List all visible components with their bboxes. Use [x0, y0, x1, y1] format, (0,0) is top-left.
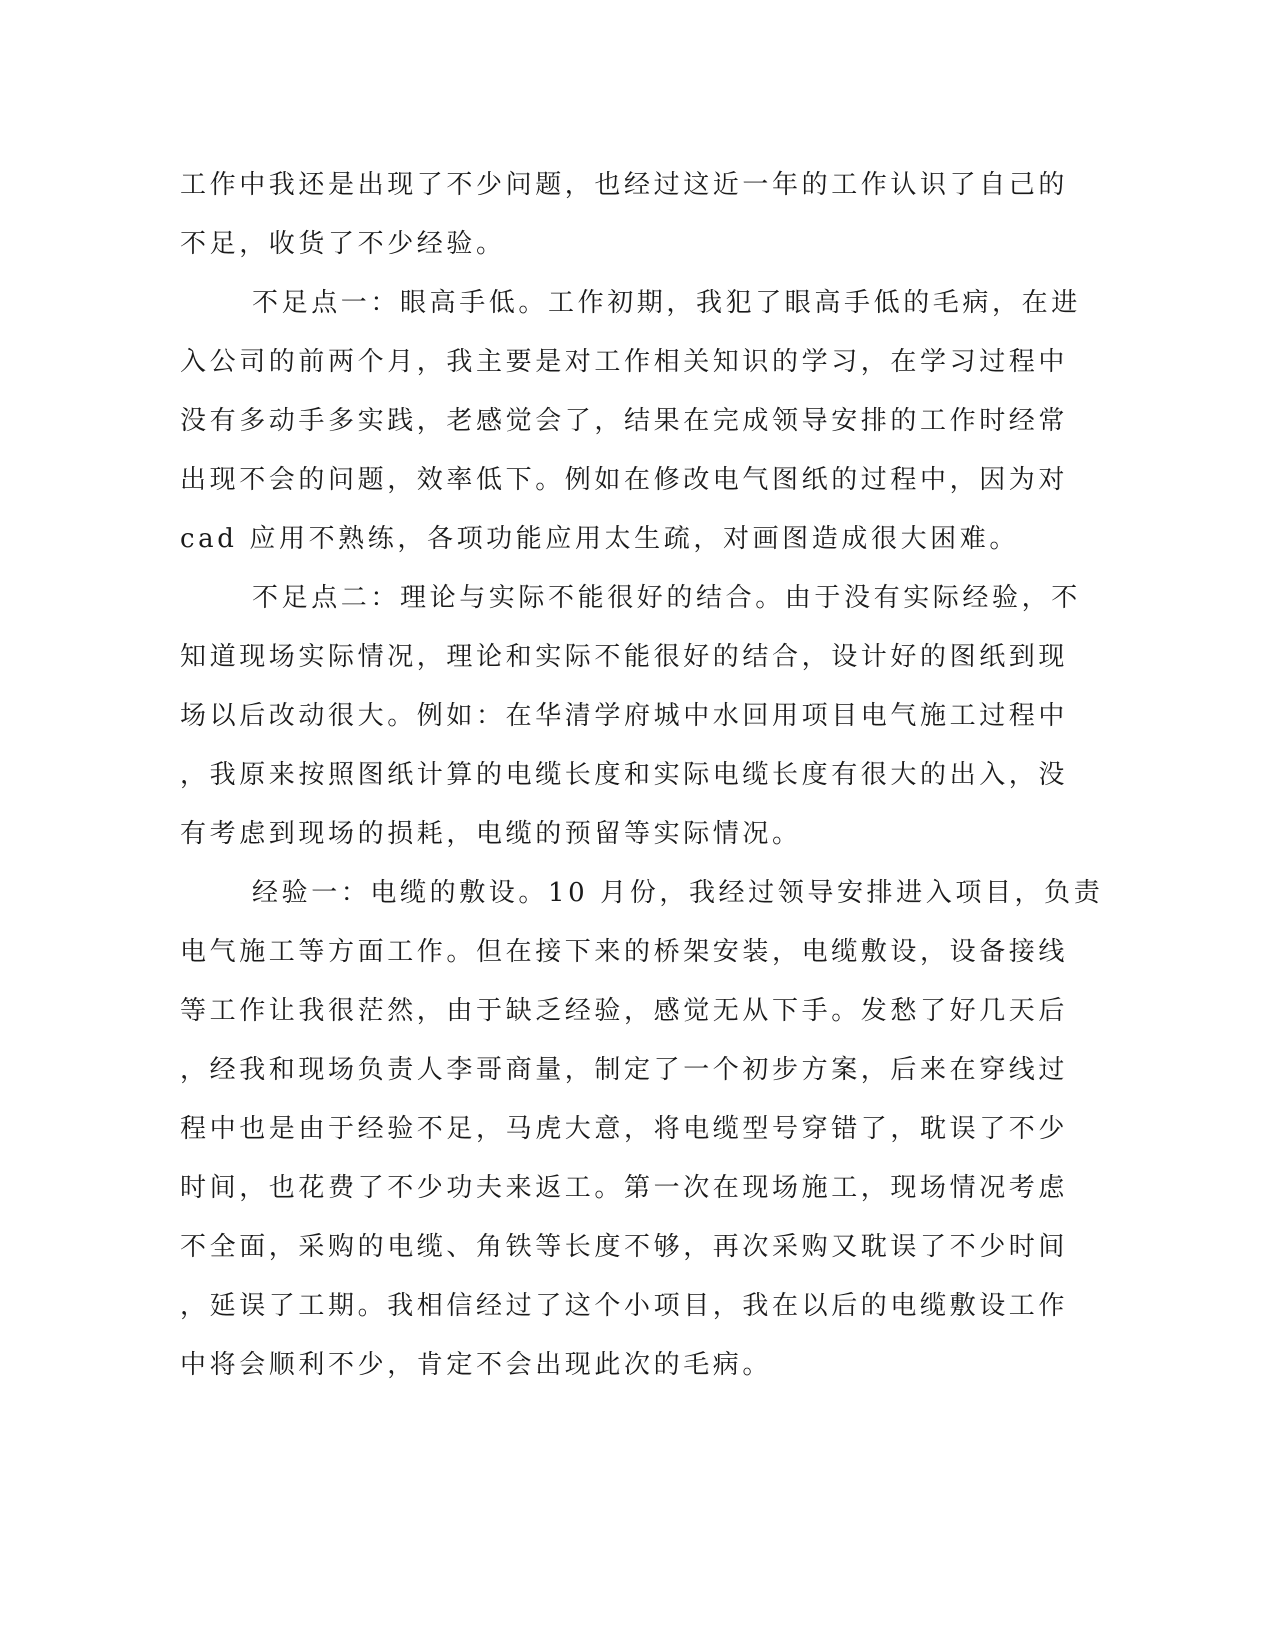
text-line: 没有多动手多实践，老感觉会了，结果在完成领导安排的工作时经常	[180, 406, 1069, 436]
text-line: 电气施工等方面工作。但在接下来的桥架安装，电缆敷设，设备接线	[180, 937, 1069, 967]
text-line: 等工作让我很茫然，由于缺乏经验，感觉无从下手。发愁了好几天后	[180, 996, 1069, 1026]
text-line: 程中也是由于经验不足，马虎大意，将电缆型号穿错了，耽误了不少	[180, 1114, 1069, 1144]
text-line: 出现不会的问题，效率低下。例如在修改电气图纸的过程中，因为对	[180, 465, 1069, 495]
text-line: 不全面，采购的电缆、角铁等长度不够，再次采购又耽误了不少时间	[180, 1232, 1069, 1262]
text-line: ，我原来按照图纸计算的电缆长度和实际电缆长度有很大的出入，没	[180, 760, 1069, 790]
text-line: 中将会顺利不少，肯定不会出现此次的毛病。	[180, 1350, 773, 1380]
text-line: 工作中我还是出现了不少问题，也经过这近一年的工作认识了自己的	[180, 170, 1069, 200]
text-line: 不足点一：眼高手低。工作初期，我犯了眼高手低的毛病，在进	[252, 288, 1081, 318]
text-line: 经验一：电缆的敷设。10 月份，我经过领导安排进入项目，负责	[252, 878, 1104, 908]
text-line: ，经我和现场负责人李哥商量，制定了一个初步方案，后来在穿线过	[180, 1055, 1069, 1085]
text-line: 入公司的前两个月，我主要是对工作相关知识的学习，在学习过程中	[180, 347, 1069, 377]
text-line: cad 应用不熟练，各项功能应用太生疏，对画图造成很大困难。	[180, 524, 1019, 554]
text-line: 不足，收货了不少经验。	[180, 229, 506, 259]
text-line: 有考虑到现场的损耗，电缆的预留等实际情况。	[180, 819, 802, 849]
text-line: ，延误了工期。我相信经过了这个小项目，我在以后的电缆敷设工作	[180, 1291, 1069, 1321]
text-line: 知道现场实际情况，理论和实际不能很好的结合，设计好的图纸到现	[180, 642, 1069, 672]
text-line: 不足点二：理论与实际不能很好的结合。由于没有实际经验，不	[252, 583, 1081, 613]
document-body	[180, 156, 1104, 1395]
text-line: 时间，也花费了不少功夫来返工。第一次在现场施工，现场情况考虑	[180, 1173, 1069, 1203]
text-line: 场以后改动很大。例如：在华清学府城中水回用项目电气施工过程中	[180, 701, 1069, 731]
